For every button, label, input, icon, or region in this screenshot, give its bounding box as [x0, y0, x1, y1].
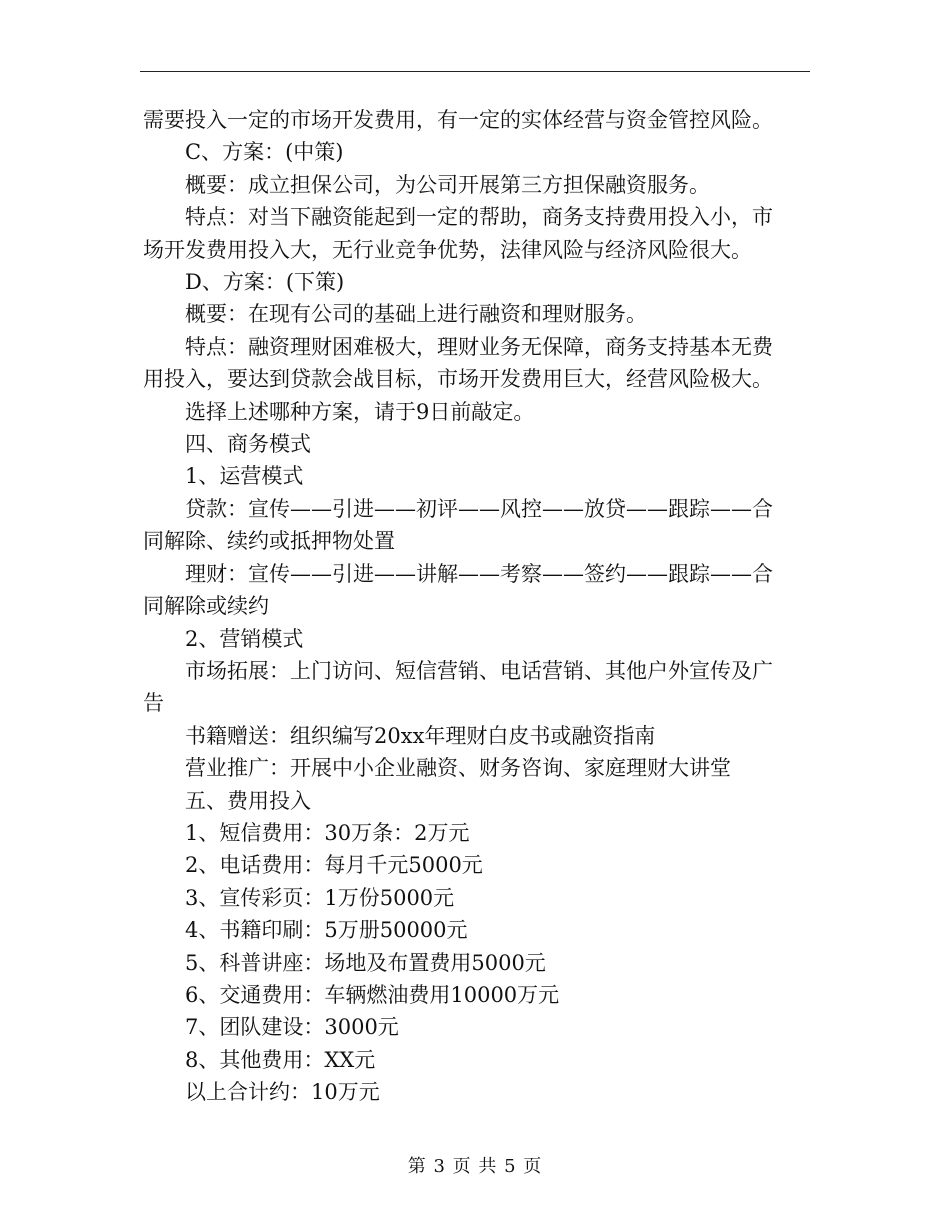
paragraph-line: 营业推广：开展中小企业融资、财务咨询、家庭理财大讲堂	[185, 756, 731, 781]
paragraph-line: 用投入，要达到贷款会战目标，市场开发费用巨大，经营风险极大。	[143, 367, 773, 392]
document-body	[143, 104, 813, 1109]
paragraph-line: 四、商务模式	[185, 432, 311, 457]
paragraph-line: 告	[143, 691, 164, 716]
paragraph-line: 1、短信费用：30万条：2万元	[185, 820, 470, 845]
paragraph-line: 需要投入一定的市场开发费用，有一定的实体经营与资金管控风险。	[143, 108, 773, 132]
paragraph-line: 同解除、续约或抵押物处置	[143, 529, 395, 554]
paragraph-line: 8、其他费用：XX元	[185, 1047, 376, 1072]
paragraph-line: 4、书籍印刷：5万册50000元	[185, 918, 468, 943]
paragraph-line: 7、团队建设：3000元	[185, 1015, 399, 1040]
paragraph-line: 3、宣传彩页：1万份5000元	[185, 885, 455, 910]
paragraph-line: 理财：宣传——引进——讲解——考察——签约——跟踪——合	[185, 561, 773, 586]
page-footer: 第 3 页 共 5 页	[407, 1156, 543, 1177]
paragraph-line: 特点：对当下融资能起到一定的帮助，商务支持费用投入小，市	[185, 205, 773, 230]
paragraph-line: D、方案：(下策)	[185, 270, 345, 295]
paragraph-line: 特点：融资理财困难极大，理财业务无保障，商务支持基本无费	[185, 334, 773, 359]
paragraph-line: 市场拓展：上门访问、短信营销、电话营销、其他户外宣传及广	[185, 658, 773, 683]
paragraph-line: 概要：成立担保公司，为公司开展第三方担保融资服务。	[185, 172, 710, 197]
paragraph-line: 6、交通费用：车辆燃油费用10000万元	[185, 982, 560, 1007]
paragraph-line: 1、运营模式	[185, 464, 304, 489]
paragraph-line: 书籍赠送：组织编写20xx年理财白皮书或融资指南	[185, 723, 656, 748]
paragraph-line: 同解除或续约	[143, 594, 269, 619]
header-rule	[140, 71, 810, 72]
paragraph-line: 2、电话费用：每月千元5000元	[185, 853, 483, 878]
paragraph-line: 贷款：宣传——引进——初评——风控——放贷——跟踪——合	[185, 496, 773, 521]
paragraph-line: 5、科普讲座：场地及布置费用5000元	[185, 950, 546, 975]
paragraph-line: 概要：在现有公司的基础上进行融资和理财服务。	[185, 302, 647, 327]
paragraph-line: 以上合计约：10万元	[185, 1080, 380, 1105]
paragraph-line: C、方案：(中策)	[185, 140, 344, 165]
paragraph-line: 五、费用投入	[185, 788, 311, 813]
paragraph-line: 2、营销模式	[185, 626, 304, 651]
paragraph-line: 选择上述哪种方案，请于9日前敲定。	[185, 399, 535, 424]
paragraph-line: 场开发费用投入大，无行业竞争优势，法律风险与经济风险很大。	[143, 237, 752, 262]
